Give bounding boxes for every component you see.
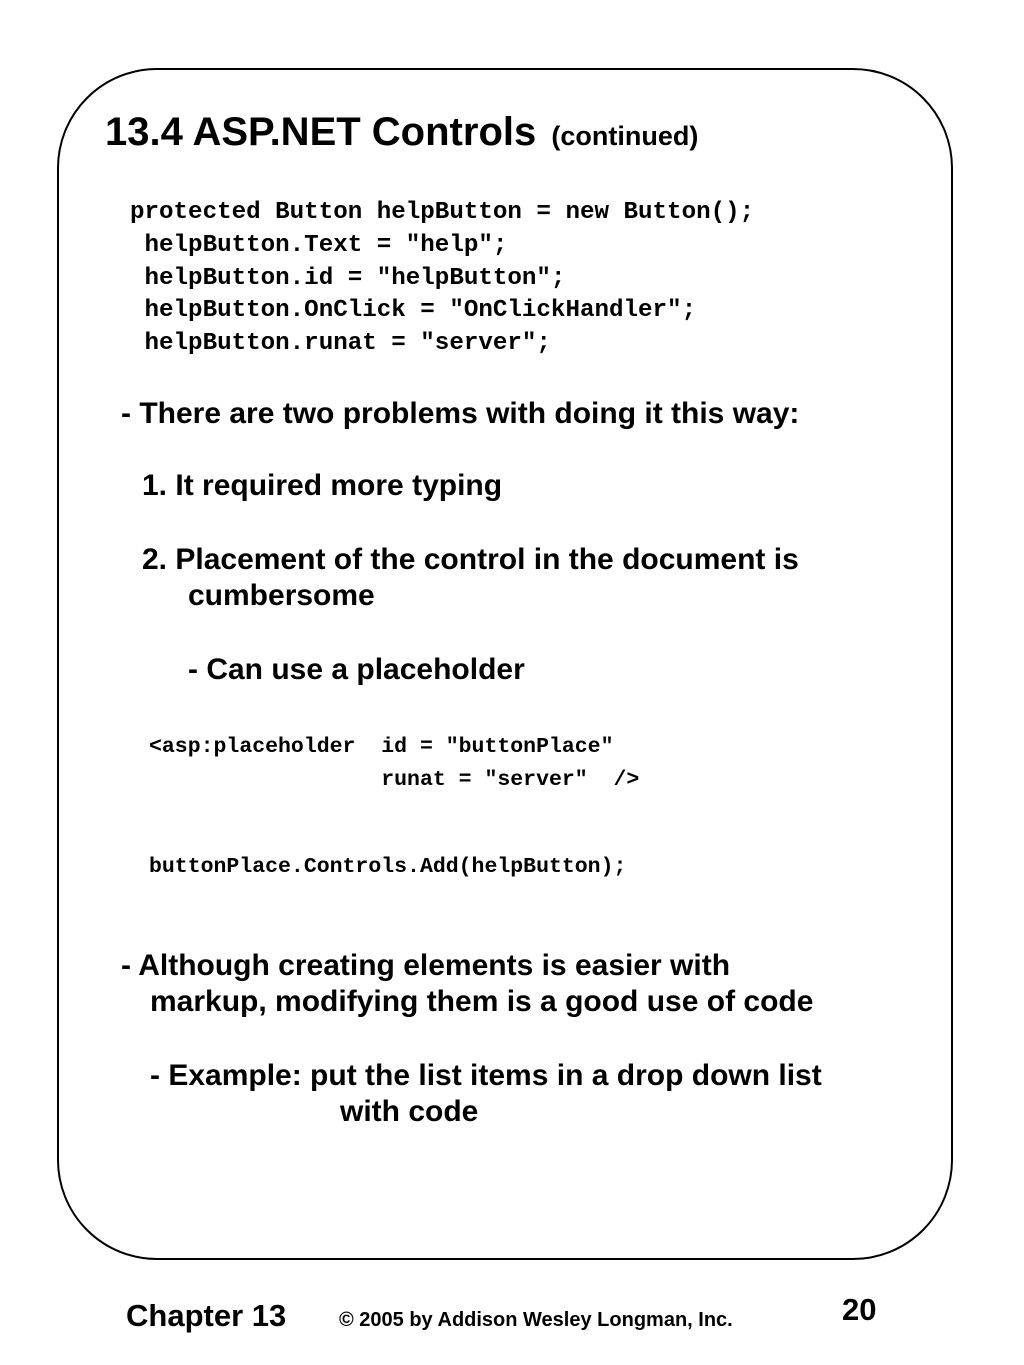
code-block-button-creation [130, 197, 754, 361]
example-line-1: - Example: put the list items in a drop down list [150, 1059, 822, 1092]
slide-title-main: 13.4 ASP.NET Controls [105, 110, 537, 154]
problem-2-line-2: cumbersome [188, 579, 375, 612]
problem-2-line-1: 2. Placement of the control in the document is [142, 543, 799, 576]
example-line-2: with code [340, 1095, 479, 1128]
although-line-1: - Although creating elements is easier with [121, 949, 731, 982]
footer-chapter: Chapter 13 [126, 1298, 287, 1333]
placeholder-note: - Can use a placeholder [188, 653, 525, 686]
slide-title [105, 106, 698, 162]
code-line: protected Button helpButton = new Button(); [130, 199, 755, 226]
footer-copyright: © 2005 by Addison Wesley Longman, Inc. [339, 1309, 733, 1331]
code-line: helpButton.OnClick = ″OnClickHandler″; [130, 297, 697, 325]
code-line: helpButton.Text = ″help″; [130, 231, 508, 259]
code-line: helpButton.id = ″helpButton″; [130, 264, 566, 292]
problems-intro: - There are two problems with doing it this way: [121, 397, 800, 430]
footer-page-number: 20 [842, 1292, 877, 1327]
although-line-2: markup, modifying them is a good use of code [150, 985, 814, 1018]
problem-1: 1. It required more typing [142, 469, 503, 502]
code-line: helpButton.runat = ″server″; [130, 330, 551, 358]
code-block-placeholder [149, 731, 639, 797]
code-line: runat = ″server″ /> [149, 768, 640, 792]
slide-title-suffix: (continued) [551, 121, 699, 151]
code-line-controls-add: buttonPlace.Controls.Add(helpButton); [149, 855, 627, 879]
code-line: <asp:placeholder id = ″buttonPlace″ [149, 735, 614, 759]
